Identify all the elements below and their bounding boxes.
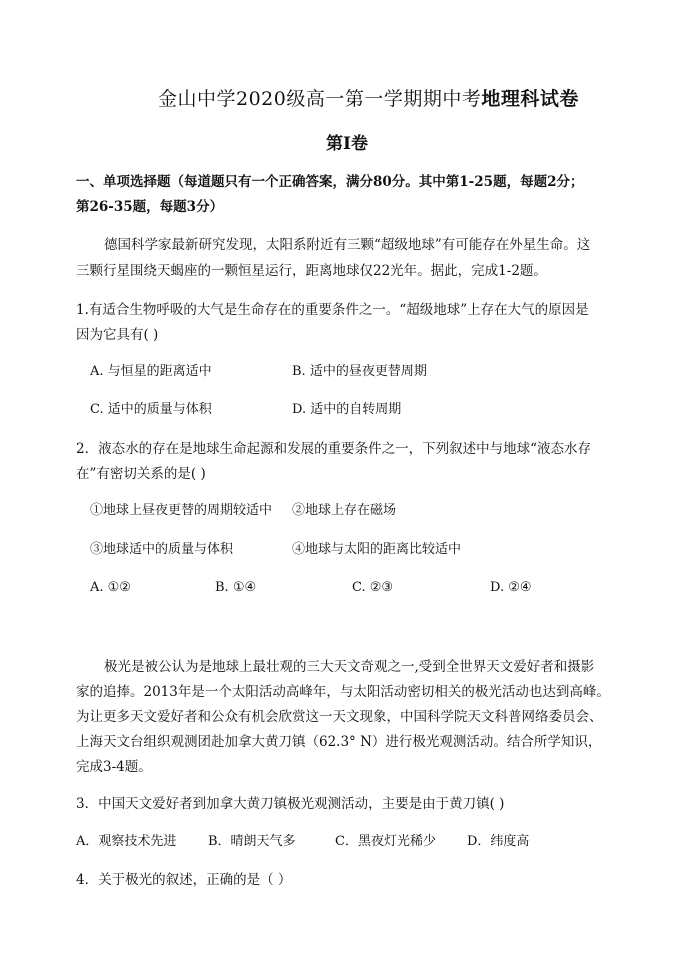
- question3-option-a: A．观察技术先进: [76, 834, 177, 849]
- section-heading-line2: 第26-35题，每题3分）: [76, 199, 224, 215]
- question1-option-c: C. 适中的质量与体积: [90, 402, 212, 417]
- question2-statement-1: ①地球上昼夜更替的周期较适中: [90, 503, 273, 518]
- passage2-line3: 为让更多天文爱好者和公众有机会欣赏这一天文现象，中国科学院天文科普网络委员会、: [76, 709, 603, 725]
- question2-stem-line1: 2．液态水的存在是地球生命起源和发展的重要条件之一，下列叙述中与地球“液态水存: [76, 441, 591, 457]
- section-heading-line1: 一、单项选择题（每道题只有一个正确答案，满分80分。其中第1-25题，每题2分；: [76, 174, 584, 190]
- question3-option-c: C．黑夜灯光稀少: [335, 834, 436, 849]
- question2-statement-2: ②地球上存在磁场: [292, 503, 397, 518]
- question3-option-d: D．纬度高: [467, 834, 530, 849]
- question3-stem: 3．中国天文爱好者到加拿大黄刀镇极光观测活动，主要是由于黄刀镇( ): [76, 796, 505, 812]
- question3-option-b: B．晴朗天气多: [208, 834, 296, 849]
- question2-option-b: B. ①④: [215, 580, 257, 595]
- passage2-line4: 上海天文台组织观测团赴加拿大黄刀镇（62.3° N）进行极光观测活动。结合所学知识，: [76, 734, 602, 750]
- volume-heading: 第Ⅰ卷: [326, 134, 368, 154]
- passage2-line1: 极光是被公认为是地球上最壮观的三大天文奇观之一,受到全世界天文爱好者和摄影: [104, 659, 595, 675]
- question1-stem-line2: 因为它具有( ): [76, 327, 159, 343]
- question2-statement-4: ④地球与太阳的距离比较适中: [292, 542, 462, 557]
- question2-option-d: D. ②④: [490, 580, 532, 595]
- passage1-line1: 德国科学家最新研究发现，太阳系附近有三颗“超级地球”有可能存在外星生命。这: [104, 237, 591, 253]
- passage1-line2: 三颗行星围绕天蝎座的一颗恒星运行，距离地球仅22光年。据此，完成1-2题。: [76, 263, 547, 279]
- question2-statement-3: ③地球适中的质量与体积: [90, 542, 234, 557]
- question4-stem: 4．关于极光的叙述，正确的是（ ）: [76, 872, 292, 888]
- question2-option-a: A. ①②: [90, 580, 131, 595]
- passage2-line5: 完成3-4题。: [76, 759, 152, 775]
- question1-option-a: A. 与恒星的距离适中: [90, 364, 212, 379]
- question1-stem-line1: 1.有适合生物呼吸的大气是生命存在的重要条件之一。“超级地球”上存在大气的原因是: [76, 302, 589, 318]
- question2-option-c: C. ②③: [352, 580, 394, 595]
- question2-stem-line2: 在”有密切关系的是( ): [76, 466, 206, 482]
- passage2-line2: 家的追捧。2013年是一个太阳活动高峰年，与太阳活动密切相关的极光活动也达到高峰。: [76, 684, 610, 700]
- exam-title: [158, 86, 579, 112]
- exam-title-subject: 地理科试卷: [481, 88, 579, 110]
- question1-option-b: B. 适中的昼夜更替周期: [292, 364, 427, 379]
- question1-option-d: D. 适中的自转周期: [292, 402, 402, 417]
- exam-title-main: 金山中学2020级高一第一学期期中考: [158, 88, 482, 110]
